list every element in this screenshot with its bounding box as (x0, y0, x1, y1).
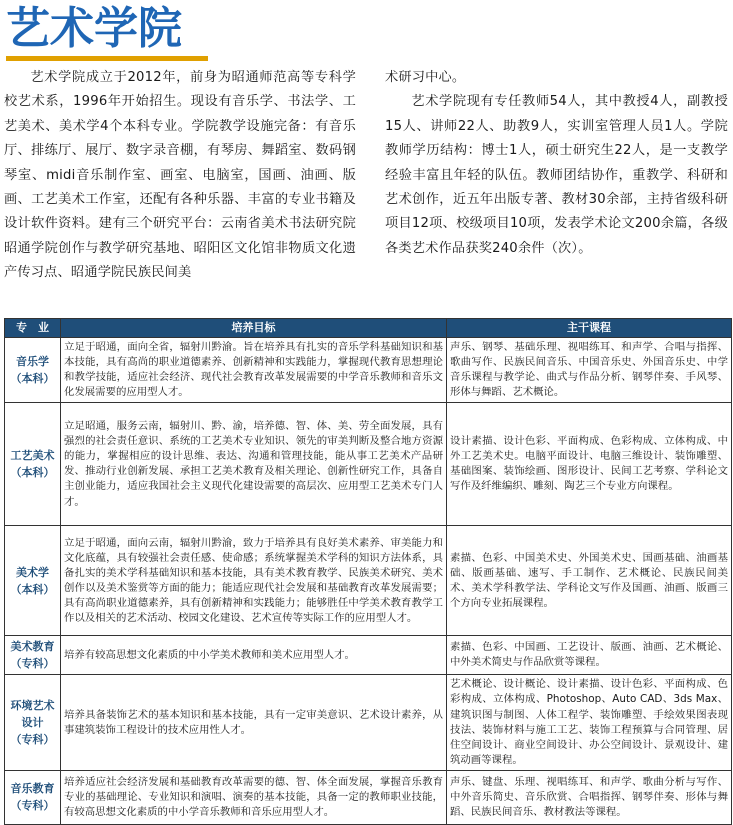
major-name: 工艺美术 (10, 449, 55, 463)
major-name: 环境艺术设计 (10, 699, 55, 730)
courses-cell: 艺术概论、设计概论、设计素描、设计色彩、平面构成、色彩构成、立体构成、Photoshop、Auto CAD、3ds Max、建筑识图与制图、人体工程学、装饰雕塑、手绘效果图表现技法、装饰材料与施工工艺、装饰工程预算与合同管理、居住空间设计、商业空间设计、办公空间设计、景观设计、建筑动画等课程。 (447, 675, 732, 771)
major-name: 美术学 (16, 565, 49, 579)
table-row (5, 526, 732, 636)
courses-cell: 设计素描、设计色彩、平面构成、色彩构成、立体构成、中外工艺美术史。电脑平面设计、电脑三维设计、装饰雕塑、基础图案、装饰绘画、图形设计、民间工艺考察、学科论文写作及纤维编织、雕刻、陶艺三个专业方向课程。 (447, 403, 732, 526)
goal-cell: 立足于昭通，面向全省，辐射川黔渝。旨在培养具有扎实的音乐学科基础知识和基本技能，具有高尚的职业道德素养、创新精神和实践能力，掌握现代教育思想理论和教学技能，适应社会经济、现代社会教育改革发展需要的中学音乐教师和音乐文化发展需要的应用型人才。 (61, 338, 447, 403)
goal-cell: 立足于昭通，面向云南，辐射川黔渝，致力于培养具有良好美术素养、审美能力和文化底蕴，具有较强社会责任感、使命感；系统掌握美术学科的知识方法体系，具备扎实的美术学科基础知识和基本技能，具有美术教育教学、民族美术研究、美术创作以及美术鉴赏等方面的能力；能适应现代社会发展和基础教育改革发展需要；具有高尚职业道德素养，具有创新精神和实践能力；能够胜任中学美术教育教学工作以及相关的艺术活动、校园文化建设、艺术宣传等实际工作的应用型人才。 (61, 526, 447, 636)
major-name: 音乐教育 (10, 782, 55, 796)
table-row (5, 770, 732, 824)
intro-left-column (4, 66, 356, 286)
header-major: 专 业 (5, 319, 61, 338)
major-cell (5, 403, 61, 526)
major-name: 音乐学 (16, 355, 49, 369)
table-row (5, 675, 732, 771)
goal-cell: 培养适应社会经济发展和基础教育改革需要的德、智、体全面发展，掌握音乐教育专业的基础理论、专业知识和演唱、演奏的基本技能，具备一定的教师职业技能，有较高思想文化素质的中小学音乐教师和音乐应用型人才。 (61, 770, 447, 824)
goal-cell: 培养有较高思想文化素质的中小学美术教师和美术应用型人才。 (61, 636, 447, 675)
major-cell (5, 770, 61, 824)
title-underline (6, 56, 208, 61)
intro-paragraph-1-tail: 术研习中心。 (385, 70, 466, 85)
major-cell (5, 526, 61, 636)
majors-table (4, 318, 732, 825)
major-level: （专科） (10, 657, 55, 671)
goal-cell: 培养具备装饰艺术的基本知识和基本技能，具有一定审美意识、艺术设计素养，从事建筑装饰工程设计的技术应用性人才。 (61, 675, 447, 771)
major-name: 美术教育 (10, 640, 55, 654)
major-cell (5, 338, 61, 403)
intro-paragraph-1: 艺术学院成立于2012年，前身为昭通师范高等专科学校艺术系，1996年开始招生。现设有音乐学、书法学、工艺美术、美术学4个本科专业。学院教学设施完备：有音乐厅、排练厅、展厅、数字录音棚，有琴房、舞蹈室、数码钢琴室、midi音乐制作室、画室、电脑室，国画、油画、版画、工艺美术工作室，还配有各种乐器、丰富的专业书籍及设计软件资料。建有三个研究平台：云南省美术书法研究院昭通学院创作与教学研究基地、昭阳区文化馆非物质文化遗产传习点、昭通学院民族民间美 (4, 70, 356, 281)
major-level: （本科） (10, 582, 55, 596)
courses-cell: 素描、色彩、中国画、工艺设计、版画、油画、艺术概论、中外美术简史与作品欣赏等课程。 (447, 636, 732, 675)
intro-paragraph-2: 艺术学院现有专任教师54人，其中教授4人，副教授15人、讲师22人、助教9人，实训室管理人员1人。学院教师学历结构：博士1人，硕士研究生22人，是一支教学经验丰富且年轻的队伍。教师团结协作，重教学、科研和艺术创作，近五年出版专著、教材30余部，主持省级科研项目12项、校级项目10项，发表学术论文200余篇，各级各类艺术作品获奖240余件（次）。 (385, 94, 728, 256)
courses-cell: 声乐、钢琴、基础乐理、视唱练耳、和声学、合唱与指挥、歌曲写作、民族民间音乐、中国音乐史、外国音乐史、中学音乐课程与教学论、曲式与作品分析、钢琴伴奏、手风琴、形体与舞蹈、艺术概论。 (447, 338, 732, 403)
page-title: 艺术学院 (6, 3, 182, 54)
major-cell (5, 636, 61, 675)
goal-cell: 立足昭通，服务云南，辐射川、黔、渝，培养德、智、体、美、劳全面发展，具有强烈的社会责任意识、系统的工艺美术专业知识、领先的审美判断及整合地方资源的能力，掌握相应的设计思维、表达、沟通和管理技能，能从事工艺美术产品研发、推动行业创新发展、承担工艺美术教育及相关理论、创新性研究工作，具备自主创业能力，适应我国社会主义现代化建设需要的高层次、应用型工艺美术专门人才。 (61, 403, 447, 526)
courses-cell: 声乐、键盘、乐理、视唱练耳、和声学、歌曲分析与写作、中外音乐简史、音乐欣赏、合唱指挥、钢琴伴奏、形体与舞蹈、民族民间音乐、教材教法等课程。 (447, 770, 732, 824)
table-row (5, 636, 732, 675)
major-level: （专科） (10, 799, 55, 813)
table-row (5, 338, 732, 403)
header-courses: 主干课程 (447, 319, 732, 338)
major-cell (5, 675, 61, 771)
intro-right-column (385, 66, 728, 261)
table-header-row (5, 319, 732, 338)
table-row (5, 403, 732, 526)
major-level: （专科） (10, 733, 55, 747)
courses-cell: 素描、色彩、中国美术史、外国美术史、国画基础、油画基础、版画基础、速写、手工制作、艺术概论、民族民间美术、美术学科教学法、学科论文写作及国画、油画、版画三个方向专业拓展课程。 (447, 526, 732, 636)
major-level: （本科） (10, 372, 55, 386)
header-goal: 培养目标 (61, 319, 447, 338)
major-level: （本科） (10, 466, 55, 480)
